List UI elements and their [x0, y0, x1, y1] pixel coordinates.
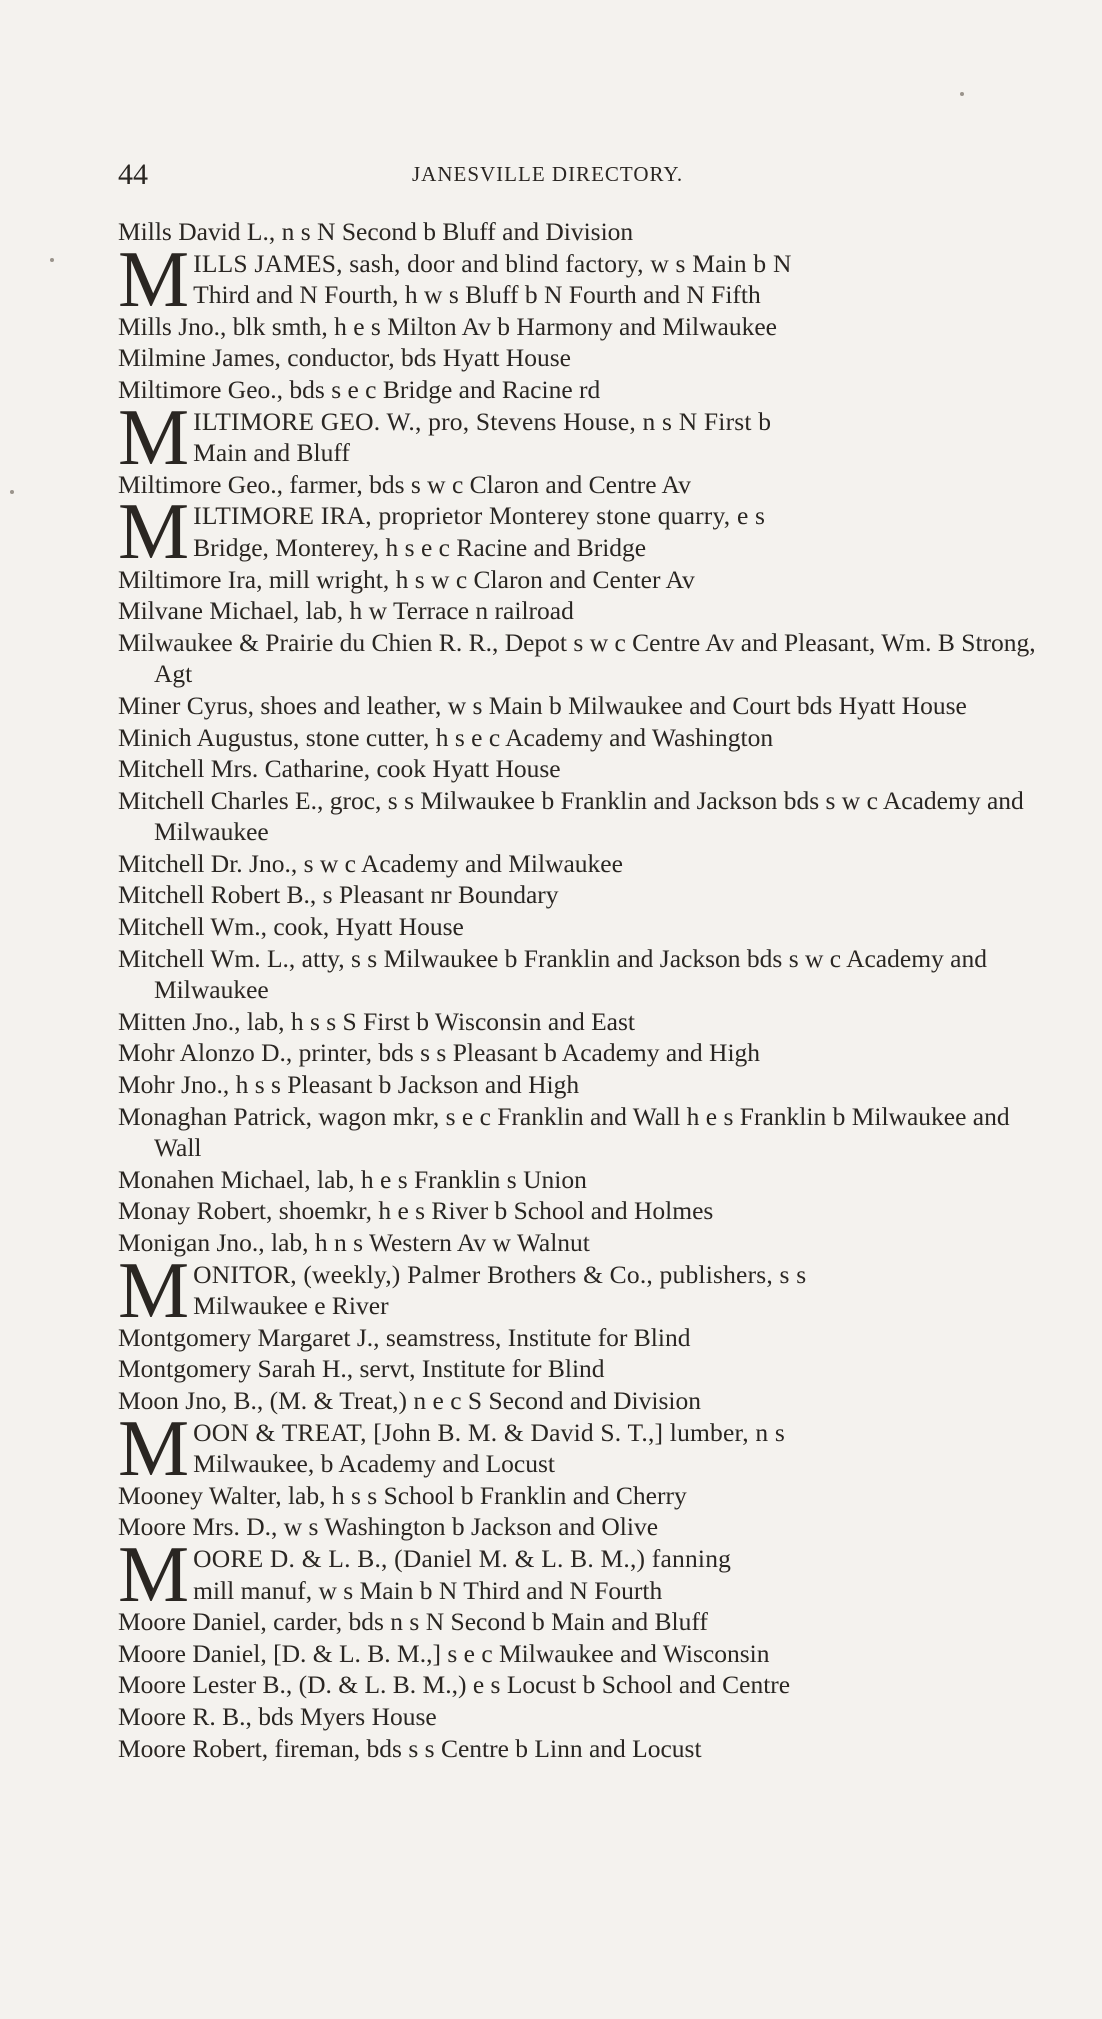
directory-entry: Moore Lester B., (D. & L. B. M.,) e s Locust b School and Centre: [118, 1670, 791, 1700]
speck: [10, 490, 14, 494]
directory-entry: Miner Cyrus, shoes and leather, w s Main b Milwaukee and Court bds Hyatt House: [118, 690, 967, 720]
bold-entry-text: [193, 1259, 1040, 1322]
running-head: JANESVILLE DIRECTORY.: [412, 162, 684, 186]
directory-entry: Milmine James, conductor, bds Hyatt House: [118, 343, 571, 373]
drop-cap: M: [118, 1530, 190, 1619]
directory-entry: Milwaukee & Prairie du Chien R. R., Depot s w c Centre Av and Pleasant, Wm. B Strong, Agt: [118, 627, 1036, 689]
directory-entry: Mitchell Robert B., s Pleasant nr Boundary: [118, 880, 559, 910]
directory-entry: Mohr Jno., h s s Pleasant b Jackson and High: [118, 1070, 580, 1100]
bold-entry: [118, 393, 1040, 482]
bold-entry-line2: Milwaukee, b Academy and Locust: [193, 1449, 555, 1479]
directory-entry: Mills Jno., blk smth, h e s Milton Av b Harmony and Milwaukee: [118, 311, 777, 341]
directory-entry: Milvane Michael, lab, h w Terrace n railroad: [118, 596, 574, 626]
directory-entry: Monigan Jno., lab, h n s Western Av w Walnut: [118, 1228, 590, 1257]
bold-entry-line1: OON & TREAT, [John B. M. & David S. T.,] lumber, n s: [193, 1417, 785, 1447]
bold-entry: [118, 1404, 1040, 1493]
directory-entry: Moore Mrs. D., w s Washington b Jackson and Olive: [118, 1512, 659, 1542]
bold-entry-line1: ILTIMORE IRA, proprietor Monterey stone quarry, e s: [193, 501, 766, 531]
directory-entry: Miltimore Ira, mill wright, h s w c Claron and Center Av: [118, 564, 695, 594]
directory-entry: Moore R. B., bds Myers House: [118, 1701, 437, 1731]
speck: [50, 258, 54, 262]
drop-cap: M: [118, 1246, 190, 1335]
directory-entry: Minich Augustus, stone cutter, h s e c Academy and Washington: [118, 722, 774, 752]
directory-entry: Mills David L., n s N Second b Bluff and Division: [118, 217, 634, 246]
bold-entry-text: [193, 1543, 1040, 1606]
drop-cap: M: [118, 1404, 190, 1493]
directory-entry: Mitchell Charles E., groc, s s Milwaukee b Franklin and Jackson bds s w c Academy and Milwaukee: [118, 785, 1024, 847]
directory-entry: Mitchell Wm., cook, Hyatt House: [118, 912, 464, 942]
drop-cap: M: [118, 488, 190, 577]
bold-entry-text: [193, 1417, 1040, 1480]
bold-entry-text: [193, 248, 1040, 311]
directory-entry: Mohr Alonzo D., printer, bds s s Pleasant b Academy and High: [118, 1038, 761, 1068]
bold-entry-line2: Milwaukee e River: [193, 1291, 389, 1321]
bold-entry: [118, 1530, 1040, 1619]
bold-entry-line1: ILLS JAMES, sash, door and blind factory, w s Main b N: [193, 248, 792, 278]
drop-cap: M: [118, 235, 190, 324]
directory-entry: Monahen Michael, lab, h e s Franklin s Union: [118, 1164, 587, 1194]
directory-entry: Mitten Jno., lab, h s s S First b Wisconsin and East: [118, 1006, 636, 1036]
bold-entry-line2: Third and N Fourth, h w s Bluff b N Fourth and N Fifth: [193, 280, 761, 310]
directory-entry: Montgomery Sarah H., servt, Institute for Blind: [118, 1354, 605, 1384]
directory-entry: Moon Jno, B., (M. & Treat,) n e c S Second and Division: [118, 1385, 701, 1415]
directory-entry: Moore Daniel, carder, bds n s N Second b Main and Bluff: [118, 1607, 708, 1637]
page-header: [118, 158, 1038, 198]
bold-entry-line2: Bridge, Monterey, h s e c Racine and Bridge: [193, 532, 647, 562]
directory-entry: Moore Daniel, [D. & L. B. M.,] s e c Milwaukee and Wisconsin: [118, 1638, 770, 1668]
directory-entry: Monay Robert, shoemkr, h e s River b School and Holmes: [118, 1196, 714, 1226]
bold-entry-line2: mill manuf, w s Main b N Third and N Fourth: [193, 1575, 663, 1605]
directory-entry: Miltimore Geo., farmer, bds s w c Claron and Centre Av: [118, 469, 691, 499]
bold-entry: [118, 1246, 1040, 1335]
directory-entry: Miltimore Geo., bds s e c Bridge and Racine rd: [118, 374, 601, 404]
directory-entry: Monaghan Patrick, wagon mkr, s e c Franklin and Wall h e s Franklin b Milwaukee and Wall: [118, 1101, 1010, 1163]
directory-entries: [118, 216, 1040, 1764]
directory-entry: Montgomery Margaret J., seamstress, Institute for Blind: [118, 1322, 691, 1352]
directory-entry: Mitchell Mrs. Catharine, cook Hyatt House: [118, 754, 561, 784]
directory-entry: Mooney Walter, lab, h s s School b Franklin and Cherry: [118, 1480, 687, 1510]
bold-entry-line1: ONITOR, (weekly,) Palmer Brothers & Co., publishers, s s: [193, 1259, 807, 1289]
bold-entry: [118, 488, 1040, 577]
directory-entry: Moore Robert, fireman, bds s s Centre b Linn and Locust: [118, 1733, 702, 1763]
bold-entry-line1: ILTIMORE GEO. W., pro, Stevens House, n s N First b: [193, 406, 772, 436]
bold-entry-line1: OORE D. & L. B., (Daniel M. & L. B. M.,) fanning: [193, 1543, 732, 1573]
directory-entry: Mitchell Dr. Jno., s w c Academy and Milwaukee: [118, 848, 623, 878]
drop-cap: M: [118, 393, 190, 482]
bold-entry-text: [193, 500, 1040, 563]
bold-entry: [118, 235, 1040, 324]
speck: [960, 92, 964, 96]
directory-entry: Mitchell Wm. L., atty, s s Milwaukee b Franklin and Jackson bds s w c Academy and Milwaukee: [118, 943, 987, 1005]
bold-entry-line2: Main and Bluff: [193, 438, 350, 468]
page-number: 44: [118, 158, 148, 191]
bold-entry-text: [193, 406, 1040, 469]
